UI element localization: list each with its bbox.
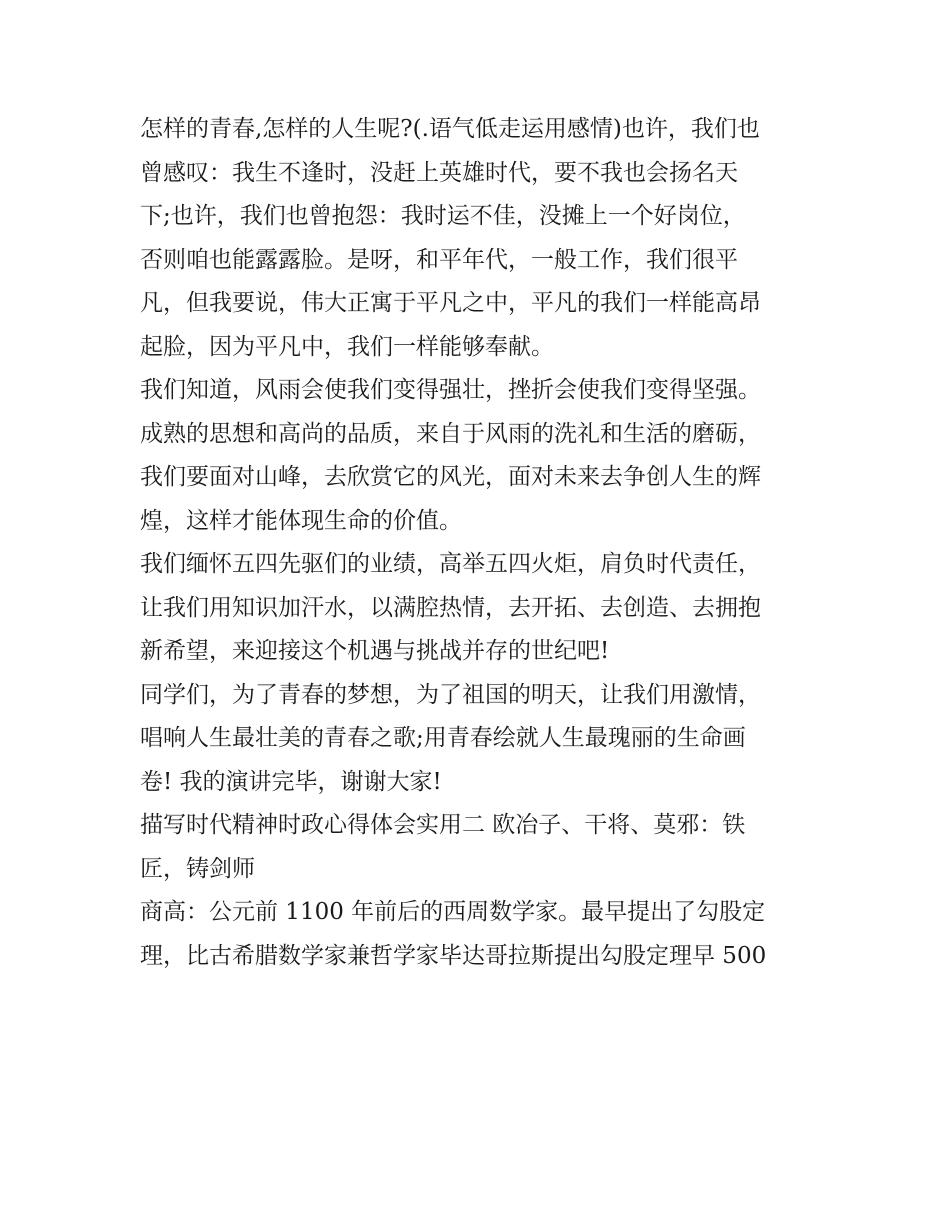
text-line: 曾感叹：我生不逢时，没赶上英雄时代，要不我也会扬名天 <box>140 159 738 186</box>
text-line: 同学们，为了青春的梦想，为了祖国的明天，让我们用激情， <box>140 681 761 708</box>
text-line: 煌，这样才能体现生命的价值。 <box>140 507 462 534</box>
text-line: 起脸，因为平凡中，我们一样能够奉献。 <box>140 333 554 360</box>
text-line: 我们缅怀五四先驱们的业绩，高举五四火炬，肩负时代责任， <box>140 551 761 577</box>
text-line: 我们要面对山峰，去欣赏它的风光，面对未来去争创人生的辉 <box>140 464 761 490</box>
text-line: 理，比古希腊数学家兼哲学家毕达哥拉斯提出勾股定理早 500 <box>140 942 767 969</box>
text-line: 凡，但我要说，伟大正寓于平凡之中，平凡的我们一样能高昂 <box>140 290 761 316</box>
text-line: 描写时代精神时政心得体会实用二 欧冶子、干将、莫邪：铁 <box>140 812 746 838</box>
text-line: 唱响人生最壮美的青春之歌;用青春绘就人生最瑰丽的生命画 <box>140 725 746 751</box>
text-line: 商高：公元前 1100 年前后的西周数学家。最早提出了勾股定 <box>140 899 766 925</box>
text-line: 我们知道，风雨会使我们变得强壮，挫折会使我们变得坚强。 <box>140 377 761 403</box>
document-body <box>140 108 820 978</box>
text-line: 怎样的青春,怎样的人生呢?(.语气低走运用感情)也许，我们也 <box>140 116 760 142</box>
text-line: 成熟的思想和高尚的品质，来自于风雨的洗礼和生活的磨砺， <box>140 420 761 447</box>
text-line: 新希望，来迎接这个机遇与挑战并存的世纪吧! <box>140 638 610 664</box>
text-line: 卷! 我的演讲完毕，谢谢大家! <box>140 768 442 795</box>
text-line: 下;也许，我们也曾抱怨：我时运不佳，没摊上一个好岗位， <box>140 203 746 229</box>
text-line: 匠，铸剑师 <box>140 855 255 882</box>
text-line: 否则咱也能露露脸。是呀，和平年代，一般工作，我们很平 <box>140 246 738 273</box>
text-line: 让我们用知识加汗水，以满腔热情，去开拓、去创造、去拥抱 <box>140 594 761 621</box>
